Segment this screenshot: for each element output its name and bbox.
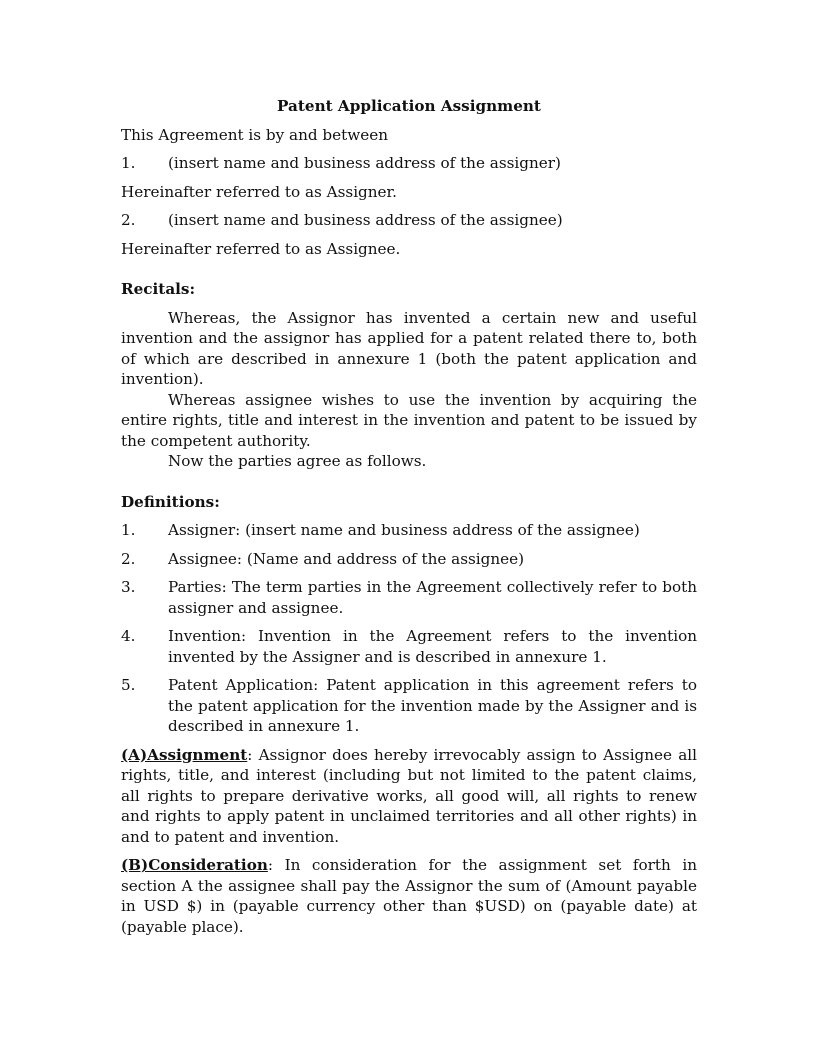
definition-text: Assignee: (Name and address of the assignee) bbox=[168, 549, 525, 568]
definitions-list bbox=[121, 520, 697, 737]
consideration-clause bbox=[121, 855, 697, 937]
definition-item bbox=[121, 675, 697, 737]
definition-item bbox=[121, 520, 697, 541]
recital-paragraph: Whereas, the Assignor has invented a certain new and useful invention and the assignor has applied for a patent related there to, both of which are described in annexure 1 (both the patent application and invention). bbox=[121, 308, 697, 388]
document-page bbox=[121, 96, 697, 945]
party-referred-text: Hereinafter referred to as Assignee. bbox=[121, 239, 401, 258]
recitals-heading: Recitals: bbox=[121, 280, 196, 298]
party-text: (insert name and business address of the assignee) bbox=[168, 211, 563, 229]
definition-number: 2. bbox=[121, 549, 136, 568]
consideration-clause-text: : In consideration for the assignment set forth in section A the assignee shall pay the Assignor the sum of (Amount payable in USD $) in (payable currency other than $USD) on (payable date) at (payable place). bbox=[121, 856, 697, 936]
definition-item bbox=[121, 577, 697, 618]
party-referred-text: Hereinafter referred to as Assigner. bbox=[121, 182, 397, 201]
party-text: (insert name and business address of the assigner) bbox=[168, 154, 561, 172]
recital-paragraph: Now the parties agree as follows. bbox=[168, 452, 427, 470]
party-number: 2. bbox=[121, 211, 136, 229]
definition-number: 5. bbox=[121, 676, 136, 694]
intro-text: This Agreement is by and between bbox=[121, 125, 388, 144]
definition-number: 1. bbox=[121, 521, 136, 539]
definition-text: Parties: The term parties in the Agreement collectively refer to both assigner and assignee. bbox=[168, 578, 697, 617]
definition-item bbox=[121, 549, 697, 570]
assignment-clause-heading: (A)Assignment bbox=[121, 745, 248, 764]
assignment-clause-text: : Assignor does hereby irrevocably assign to Assignee all rights, title, and interest (including but not limited to the patent claims, all rights to prepare derivative works, all good will, all rights to renew and rights to apply patent in unclaimed territories and all other rights) in and to patent and invention. bbox=[121, 745, 697, 846]
party-item bbox=[121, 153, 697, 174]
definition-item bbox=[121, 626, 697, 667]
assignment-clause bbox=[121, 745, 697, 848]
definition-text: Assigner: (insert name and business address of the assignee) bbox=[168, 521, 640, 539]
recital-paragraph: Whereas assignee wishes to use the invention by acquiring the entire rights, title and interest in the invention and patent to be issued by the competent authority. bbox=[121, 390, 697, 450]
definition-text: Patent Application: Patent application in this agreement refers to the patent application for the invention made by the Assigner and is described in annexure 1. bbox=[168, 676, 697, 735]
party-item bbox=[121, 210, 697, 231]
recitals-section bbox=[121, 308, 697, 472]
consideration-clause-heading: (B)Consideration bbox=[121, 856, 268, 874]
definitions-heading: Definitions: bbox=[121, 492, 220, 511]
definition-text: Invention: Invention in the Agreement refers to the invention invented by the Assigner and is described in annexure 1. bbox=[168, 627, 697, 666]
document-title: Patent Application Assignment bbox=[277, 97, 541, 115]
definition-number: 4. bbox=[121, 627, 136, 645]
party-number: 1. bbox=[121, 154, 136, 172]
definition-number: 3. bbox=[121, 578, 136, 596]
